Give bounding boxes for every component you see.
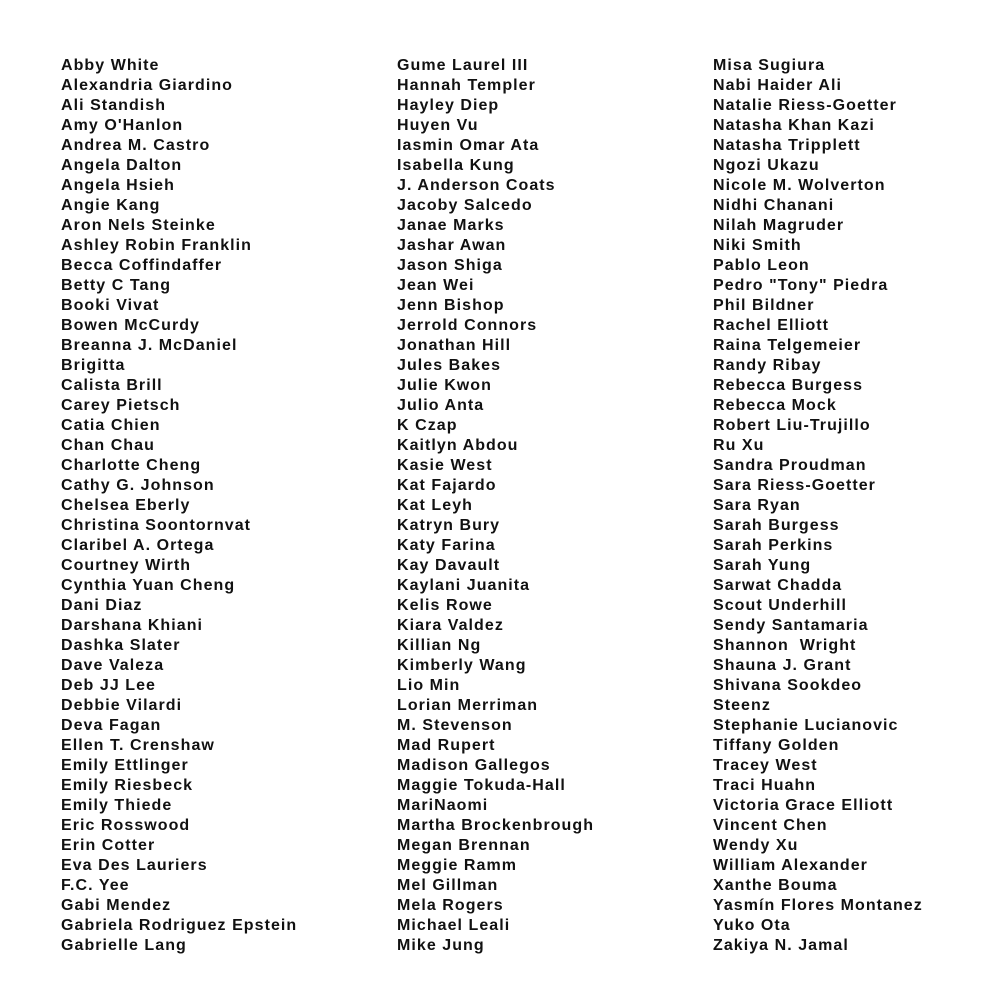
- name-entry: Pablo Leon: [713, 257, 810, 274]
- name-entry: Scout Underhill: [713, 597, 847, 614]
- name-entry: Gabi Mendez: [61, 897, 172, 914]
- name-entry: Katy Farina: [397, 537, 496, 554]
- name-entry: Kay Davault: [397, 557, 501, 574]
- name-entry: Sendy Santamaria: [713, 617, 869, 634]
- name-entry: Shauna J. Grant: [713, 657, 852, 674]
- name-entry: Erin Cotter: [61, 837, 156, 854]
- name-entry: Breanna J. McDaniel: [61, 337, 238, 354]
- name-entry: Kimberly Wang: [397, 657, 527, 674]
- name-entry: Michael Leali: [397, 917, 511, 934]
- name-entry: Sarah Yung: [713, 557, 812, 574]
- name-entry: Natalie Riess-Goetter: [713, 97, 897, 114]
- name-entry: Jason Shiga: [397, 257, 503, 274]
- name-entry: Emily Riesbeck: [61, 777, 194, 794]
- name-entry: Randy Ribay: [713, 357, 822, 374]
- name-entry: Alexandria Giardino: [61, 77, 233, 94]
- name-entry: Catia Chien: [61, 417, 161, 434]
- name-entry: Lorian Merriman: [397, 697, 539, 714]
- name-entry: Christina Soontornvat: [61, 517, 252, 534]
- name-entry: Killian Ng: [397, 637, 482, 654]
- name-entry: Tiffany Golden: [713, 737, 840, 754]
- name-entry: Ashley Robin Franklin: [61, 237, 252, 254]
- name-entry: K Czap: [397, 417, 458, 434]
- name-entry: Gabriela Rodriguez Epstein: [61, 917, 298, 934]
- name-entry: Janae Marks: [397, 217, 505, 234]
- name-entry: Huyen Vu: [397, 117, 479, 134]
- name-column-3: [713, 56, 923, 956]
- name-entry: Darshana Khiani: [61, 617, 204, 634]
- name-entry: William Alexander: [713, 857, 868, 874]
- name-entry: Ellen T. Crenshaw: [61, 737, 215, 754]
- name-entry: Hayley Diep: [397, 97, 500, 114]
- name-entry: Kasie West: [397, 457, 493, 474]
- name-entry: Calista Brill: [61, 377, 163, 394]
- name-entry: Amy O'Hanlon: [61, 117, 184, 134]
- name-entry: F.C. Yee: [61, 877, 130, 894]
- name-entry: Mel Gillman: [397, 877, 499, 894]
- name-column-2: [397, 56, 594, 956]
- name-entry: Ru Xu: [713, 437, 765, 454]
- name-entry: Chan Chau: [61, 437, 155, 454]
- name-entry: Maggie Tokuda-Hall: [397, 777, 566, 794]
- name-entry: Sarah Perkins: [713, 537, 834, 554]
- name-entry: Rebecca Mock: [713, 397, 837, 414]
- name-entry: Yasmín Flores Montanez: [713, 897, 923, 914]
- name-entry: Jonathan Hill: [397, 337, 512, 354]
- name-entry: Rebecca Burgess: [713, 377, 864, 394]
- name-entry: Charlotte Cheng: [61, 457, 202, 474]
- name-entry: Yuko Ota: [713, 917, 791, 934]
- name-entry: Sarah Burgess: [713, 517, 840, 534]
- name-entry: Ali Standish: [61, 97, 167, 114]
- name-entry: Jashar Awan: [397, 237, 507, 254]
- name-entry: Nicole M. Wolverton: [713, 177, 886, 194]
- name-entry: Jules Bakes: [397, 357, 502, 374]
- name-entry: Jerrold Connors: [397, 317, 538, 334]
- name-entry: Kat Leyh: [397, 497, 473, 514]
- name-entry: Dashka Slater: [61, 637, 181, 654]
- name-entry: Katryn Bury: [397, 517, 501, 534]
- name-entry: Julio Anta: [397, 397, 485, 414]
- name-entry: Carey Pietsch: [61, 397, 181, 414]
- name-entry: Kaitlyn Abdou: [397, 437, 519, 454]
- name-entry: Rachel Elliott: [713, 317, 830, 334]
- name-entry: Sarwat Chadda: [713, 577, 843, 594]
- name-entry: Jean Wei: [397, 277, 475, 294]
- name-entry: Stephanie Lucianovic: [713, 717, 899, 734]
- name-entry: Nilah Magruder: [713, 217, 845, 234]
- name-entry: Tracey West: [713, 757, 818, 774]
- name-entry: Aron Nels Steinke: [61, 217, 216, 234]
- name-entry: Ngozi Ukazu: [713, 157, 820, 174]
- name-entry: Jacoby Salcedo: [397, 197, 533, 214]
- name-entry: Cathy G. Johnson: [61, 477, 215, 494]
- name-entry: Kat Fajardo: [397, 477, 497, 494]
- name-entry: Jenn Bishop: [397, 297, 505, 314]
- name-entry: Cynthia Yuan Cheng: [61, 577, 236, 594]
- name-entry: Zakiya N. Jamal: [713, 937, 849, 954]
- name-entry: Martha Brockenbrough: [397, 817, 595, 834]
- name-entry: Shannon Wright: [713, 637, 857, 654]
- name-entry: Mike Jung: [397, 937, 485, 954]
- name-entry: Isabella Kung: [397, 157, 515, 174]
- name-entry: Chelsea Eberly: [61, 497, 191, 514]
- name-entry: Vincent Chen: [713, 817, 828, 834]
- name-entry: Raina Telgemeier: [713, 337, 862, 354]
- name-entry: Pedro "Tony" Piedra: [713, 277, 889, 294]
- name-entry: Sandra Proudman: [713, 457, 867, 474]
- name-entry: Hannah Templer: [397, 77, 536, 94]
- name-entry: Lio Min: [397, 677, 461, 694]
- name-entry: Andrea M. Castro: [61, 137, 211, 154]
- name-entry: Julie Kwon: [397, 377, 492, 394]
- name-entry: Mela Rogers: [397, 897, 504, 914]
- name-entry: Eric Rosswood: [61, 817, 191, 834]
- name-entry: Wendy Xu: [713, 837, 799, 854]
- name-entry: Xanthe Bouma: [713, 877, 838, 894]
- name-entry: MariNaomi: [397, 797, 489, 814]
- name-entry: Betty C Tang: [61, 277, 172, 294]
- name-entry: Niki Smith: [713, 237, 802, 254]
- name-entry: Kiara Valdez: [397, 617, 504, 634]
- name-entry: Emily Ettlinger: [61, 757, 189, 774]
- name-entry: Angie Kang: [61, 197, 161, 214]
- name-entry: Nidhi Chanani: [713, 197, 835, 214]
- name-entry: Deva Fagan: [61, 717, 162, 734]
- name-entry: Meggie Ramm: [397, 857, 518, 874]
- name-entry: Iasmin Omar Ata: [397, 137, 540, 154]
- name-entry: Kaylani Juanita: [397, 577, 531, 594]
- name-entry: Angela Dalton: [61, 157, 183, 174]
- name-entry: Steenz: [713, 697, 771, 714]
- name-entry: Brigitta: [61, 357, 126, 374]
- name-entry: Eva Des Lauriers: [61, 857, 208, 874]
- name-entry: Phil Bildner: [713, 297, 815, 314]
- name-entry: Dave Valeza: [61, 657, 165, 674]
- name-entry: Emily Thiede: [61, 797, 173, 814]
- name-entry: Debbie Vilardi: [61, 697, 183, 714]
- name-entry: Victoria Grace Elliott: [713, 797, 894, 814]
- name-entry: Booki Vivat: [61, 297, 160, 314]
- name-entry: Becca Coffindaffer: [61, 257, 223, 274]
- name-entry: Abby White: [61, 57, 160, 74]
- name-entry: Gabrielle Lang: [61, 937, 187, 954]
- name-entry: Dani Diaz: [61, 597, 143, 614]
- name-entry: Traci Huahn: [713, 777, 817, 794]
- name-column-1: [61, 56, 297, 956]
- name-entry: Madison Gallegos: [397, 757, 551, 774]
- name-entry: Nabi Haider Ali: [713, 77, 842, 94]
- name-entry: Sara Riess-Goetter: [713, 477, 876, 494]
- name-entry: Sara Ryan: [713, 497, 801, 514]
- name-entry: Misa Sugiura: [713, 57, 826, 74]
- name-entry: Natasha Tripplett: [713, 137, 861, 154]
- name-entry: Mad Rupert: [397, 737, 496, 754]
- name-entry: J. Anderson Coats: [397, 177, 556, 194]
- name-entry: Claribel A. Ortega: [61, 537, 215, 554]
- name-entry: Angela Hsieh: [61, 177, 175, 194]
- name-entry: Courtney Wirth: [61, 557, 192, 574]
- name-entry: Gume Laurel III: [397, 57, 529, 74]
- name-entry: Kelis Rowe: [397, 597, 493, 614]
- name-entry: Robert Liu-Trujillo: [713, 417, 871, 434]
- name-entry: M. Stevenson: [397, 717, 513, 734]
- name-entry: Natasha Khan Kazi: [713, 117, 875, 134]
- name-entry: Shivana Sookdeo: [713, 677, 863, 694]
- name-entry: Bowen McCurdy: [61, 317, 200, 334]
- name-entry: Megan Brennan: [397, 837, 531, 854]
- name-entry: Deb JJ Lee: [61, 677, 156, 694]
